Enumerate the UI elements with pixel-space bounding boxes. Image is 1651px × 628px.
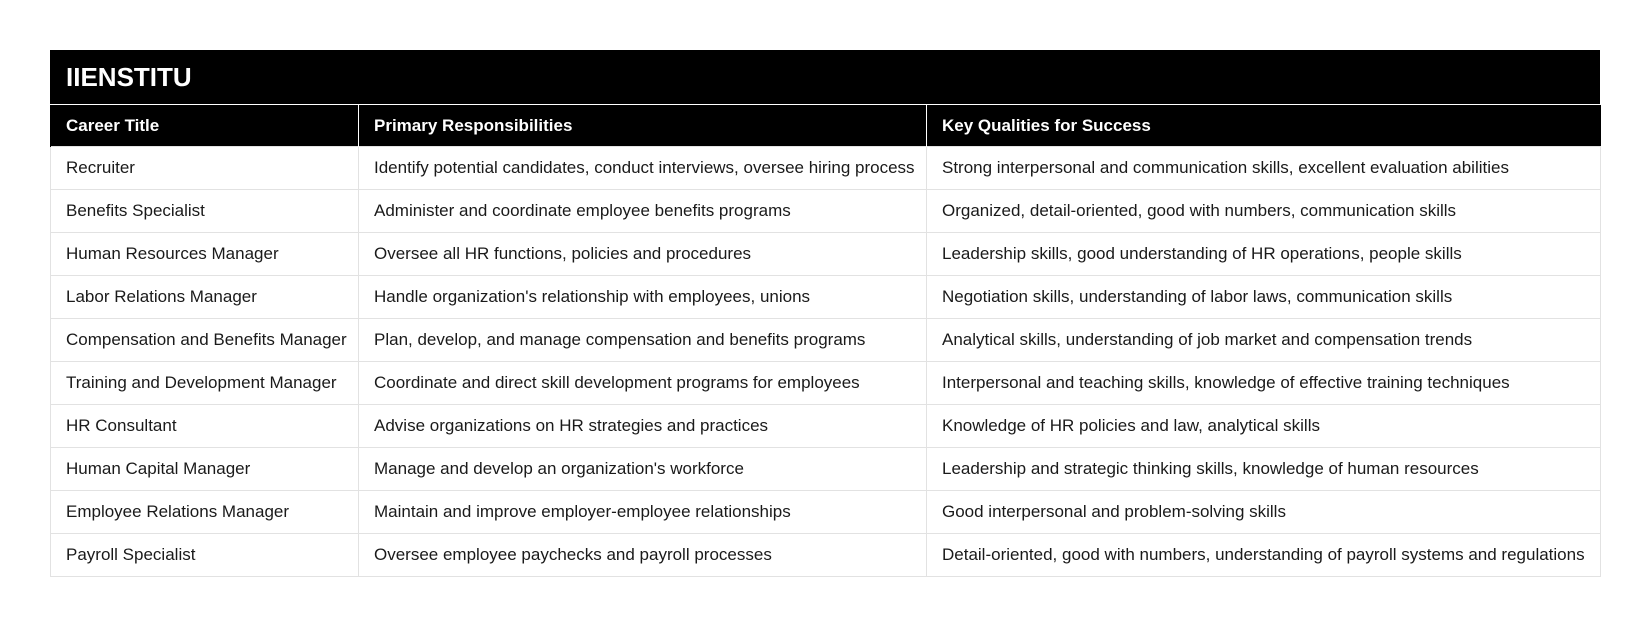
table-title: IIENSTITU	[50, 50, 1600, 104]
table-row	[51, 362, 1601, 405]
header-primary-responsibilities: Primary Responsibilities	[359, 105, 927, 147]
cell-responsibilities: Manage and develop an organization's workforce	[359, 448, 927, 491]
cell-qualities: Good interpersonal and problem-solving skills	[927, 491, 1601, 534]
table-row	[51, 190, 1601, 233]
cell-career-title: Benefits Specialist	[51, 190, 359, 233]
header-career-title: Career Title	[51, 105, 359, 147]
table-row	[51, 491, 1601, 534]
cell-qualities: Negotiation skills, understanding of labor laws, communication skills	[927, 276, 1601, 319]
cell-responsibilities: Oversee employee paychecks and payroll processes	[359, 534, 927, 577]
cell-responsibilities: Maintain and improve employer-employee relationships	[359, 491, 927, 534]
table-row	[51, 276, 1601, 319]
cell-career-title: Human Capital Manager	[51, 448, 359, 491]
careers-table	[50, 104, 1601, 577]
cell-responsibilities: Identify potential candidates, conduct interviews, oversee hiring process	[359, 147, 927, 190]
table-row	[51, 233, 1601, 276]
cell-career-title: Labor Relations Manager	[51, 276, 359, 319]
table-row	[51, 147, 1601, 190]
cell-career-title: HR Consultant	[51, 405, 359, 448]
table-row	[51, 534, 1601, 577]
cell-qualities: Detail-oriented, good with numbers, understanding of payroll systems and regulations	[927, 534, 1601, 577]
careers-table-container	[50, 50, 1600, 577]
cell-responsibilities: Administer and coordinate employee benefits programs	[359, 190, 927, 233]
cell-qualities: Organized, detail-oriented, good with numbers, communication skills	[927, 190, 1601, 233]
cell-responsibilities: Handle organization's relationship with employees, unions	[359, 276, 927, 319]
cell-qualities: Strong interpersonal and communication skills, excellent evaluation abilities	[927, 147, 1601, 190]
cell-responsibilities: Plan, develop, and manage compensation and benefits programs	[359, 319, 927, 362]
table-row	[51, 405, 1601, 448]
cell-qualities: Interpersonal and teaching skills, knowledge of effective training techniques	[927, 362, 1601, 405]
table-row	[51, 319, 1601, 362]
cell-qualities: Leadership and strategic thinking skills, knowledge of human resources	[927, 448, 1601, 491]
cell-responsibilities: Coordinate and direct skill development programs for employees	[359, 362, 927, 405]
cell-responsibilities: Advise organizations on HR strategies and practices	[359, 405, 927, 448]
table-body	[51, 147, 1601, 577]
cell-qualities: Leadership skills, good understanding of HR operations, people skills	[927, 233, 1601, 276]
cell-qualities: Analytical skills, understanding of job market and compensation trends	[927, 319, 1601, 362]
header-row	[51, 105, 1601, 147]
header-key-qualities: Key Qualities for Success	[927, 105, 1601, 147]
cell-career-title: Payroll Specialist	[51, 534, 359, 577]
table-header	[51, 105, 1601, 147]
cell-career-title: Compensation and Benefits Manager	[51, 319, 359, 362]
cell-career-title: Employee Relations Manager	[51, 491, 359, 534]
cell-career-title: Training and Development Manager	[51, 362, 359, 405]
cell-career-title: Recruiter	[51, 147, 359, 190]
cell-responsibilities: Oversee all HR functions, policies and procedures	[359, 233, 927, 276]
cell-career-title: Human Resources Manager	[51, 233, 359, 276]
cell-qualities: Knowledge of HR policies and law, analytical skills	[927, 405, 1601, 448]
table-row	[51, 448, 1601, 491]
